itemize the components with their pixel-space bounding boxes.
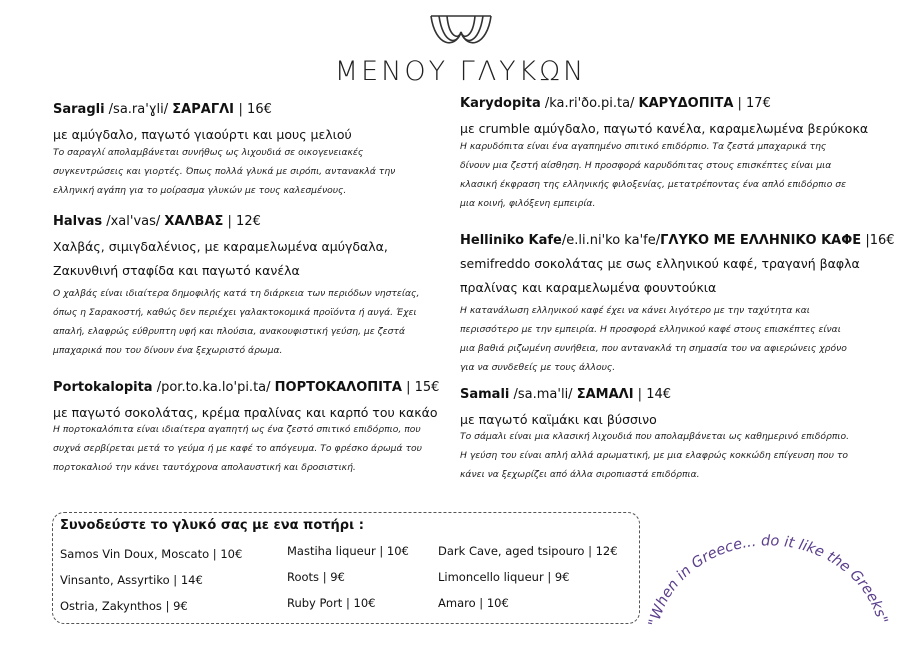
drink-item: Amaro | 10€ (438, 596, 509, 610)
item-header: Helliniko Kafe/e.li.ni'ko ka'fe/ΓΛΥΚΟ ΜΕ ΕΛΛΗΝΙΚΟ ΚΑΦΕ |16€ (460, 233, 895, 248)
item-story: Η κατανάλωση ελληνικού καφέ έχει να κάνει λιγότερο με την ταχύτητα και περισσότερο με την εμπειρία. Η προσφορά ελληνικού καφέ στους επισκέπτες είναι μια βαθιά ριζωμένη συνήθεια, που αντανακλά τη σημασία του να αφιερώνεις χρόνο για να συνδεθείς με τους άλλους. (460, 305, 847, 373)
item-story: Το σάμαλι είναι μια κλασική λιχουδιά που απολαμβάνεται ως καθημερινό επιδόρπιο. Η γεύση του είναι απλή αλλά αρωματική, με μια ελαφρώς κοκκώδη επίγευση που το κάνει να ξεχωρίζει από άλλα σιροπιαστά επιδόρπια. (460, 431, 850, 480)
drink-item: Ruby Port | 10€ (287, 596, 376, 610)
menu-item-helliniko-kafe (460, 233, 895, 377)
pairing-title: Συνοδεύστε το γλυκό σας με ενα ποτήρι : (60, 518, 364, 533)
item-story: Η καρυδόπιτα είναι ένα αγαπημένο σπιτικό επιδόρπιο. Τα ζεστά μπαχαρικά της δίνουν μια ζεστή αίσθηση. Η προσφορά καρυδόπιτας στους επισκέπτες είναι μια κλασική έκφραση της ελληνικής φιλοξενίας, μετατρέποντας ένα απλό επιδόρπιο σε μια κοινή, φιλόξενη εμπειρία. (460, 141, 847, 209)
item-description: με crumble αμύγδαλο, παγωτό κανέλα, καραμελωμένα βερύκοκα (460, 121, 869, 136)
drink-item: Roots | 9€ (287, 570, 345, 584)
drink-item: Limoncello liqueur | 9€ (438, 570, 570, 584)
page-title: ΜΕΝΟΥ ΓΛΥΚΩΝ (334, 56, 587, 87)
item-header: Karydopita /ka.ri'ðo.pi.ta/ ΚΑΡΥΔΟΠΙΤΑ | 17€ (460, 96, 771, 111)
item-header: Halvas /xal'vas/ ΧΑΛΒΑΣ | 12€ (53, 214, 261, 229)
item-story: Η πορτοκαλόπιτα είναι ιδιαίτερα αγαπητή ως ένα ζεστό σπιτικό επιδόρπιο, που συχνά σερβίρεται μετά το γεύμα ή με καφέ το απόγευμα. Το φρέσκο άρωμά του πορτοκαλιού την κάνει ταυτόχρονα απολαυστική και δροσιστική. (53, 424, 422, 473)
item-description: με παγωτό σοκολάτας, κρέμα πραλίνας και καρπό του κακάο (53, 405, 438, 420)
drink-item: Dark Cave, aged tsipouro | 12€ (438, 544, 618, 558)
menu-item-halvas (53, 214, 443, 360)
drink-item: Samos Vin Doux, Moscato | 10€ (60, 547, 243, 561)
item-description: με παγωτό καϊμάκι και βύσσινο (460, 412, 657, 427)
slogan (640, 515, 890, 645)
drink-item: Ostria, Zakynthos | 9€ (60, 599, 188, 613)
menu-item-saragli (53, 102, 443, 200)
item-description: με αμύγδαλο, παγωτό γιαούρτι και μους μελιού (53, 127, 352, 142)
item-header: Saragli /sa.ra'ɣli/ ΣΑΡΑΓΛΙ | 16€ (53, 102, 272, 117)
logo-icon (429, 12, 493, 52)
drink-item: Vinsanto, Assyrtiko | 14€ (60, 573, 203, 587)
menu-item-samali (460, 387, 880, 484)
item-header: Samali /sa.ma'li/ ΣΑΜΑΛΙ | 14€ (460, 387, 672, 402)
item-story: Το σαραγλί απολαμβάνεται συνήθως ως λιχουδιά σε οικογενειακές συγκεντρώσεις και γιορτές. Όπως πολλά γλυκά με σιρόπι, αντανακλά την ελληνική αγάπη για το μοίρασμα γλυκών με τους καλεσμένους. (53, 147, 396, 196)
item-description: semifreddo σοκολάτας με σως ελληνικού καφέ, τραγανή βαφλα πραλίνας και καραμελωμένα φουντούκια (460, 256, 860, 295)
item-header: Portokalopita /por.to.ka.lo'pi.ta/ ΠΟΡΤΟΚΑΛΟΠΙΤΑ | 15€ (53, 380, 440, 395)
menu-item-karydopita (460, 96, 880, 213)
drink-item: Mastiha liqueur | 10€ (287, 544, 409, 558)
item-description: Χαλβάς, σιμιγδαλένιος, με καραμελωμένα αμύγδαλα, Ζακυνθινή σταφίδα και παγωτό κανέλα (53, 239, 388, 278)
slogan-text: "When in Greece... do it like the Greeks" (646, 533, 890, 628)
item-story: Ο χαλβάς είναι ιδιαίτερα δημοφιλής κατά τη διάρκεια των περιόδων νηστείας, όπως η Σαρακοστή, καθώς δεν περιέχει γαλακτοκομικά προϊόντα ή αυγά. Έχει απαλή, ελαφρώς εύθρυπτη υφή και πλούσια, ανακουφιστική γεύση, με ζεστά μπαχαρικά που του δίνουν ένα ξεχωριστό άρωμα. (53, 288, 420, 356)
menu-item-portokalopita (53, 380, 453, 477)
